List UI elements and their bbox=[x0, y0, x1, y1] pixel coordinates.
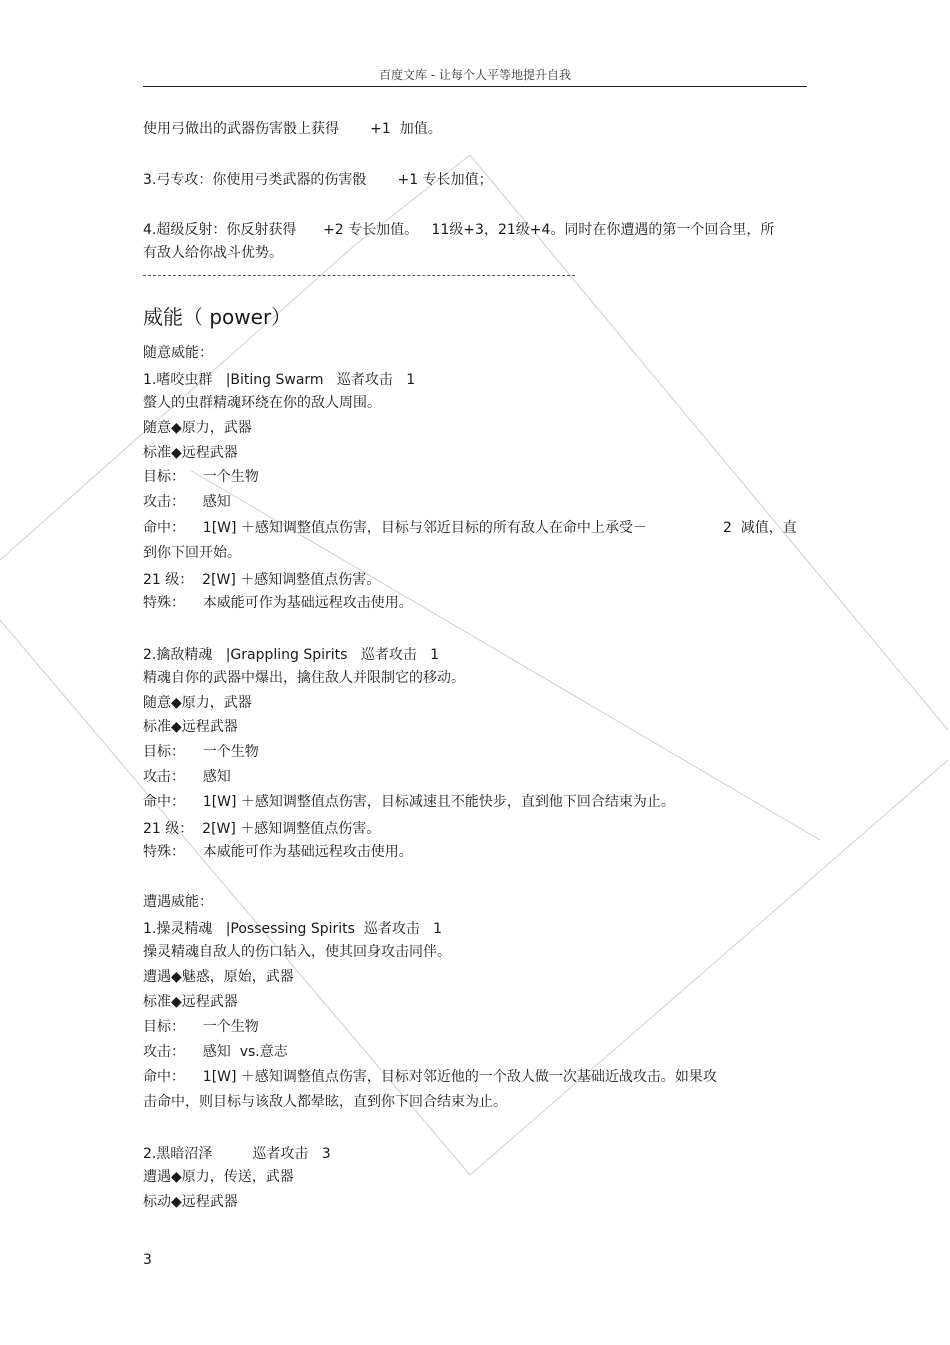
text-line: 随意◆原力，武器 bbox=[143, 695, 252, 711]
text-line: 随意威能： bbox=[143, 345, 213, 361]
text-line: 操灵精魂自敌人的伤口钻入，使其回身攻击同伴。 bbox=[143, 944, 451, 960]
text-line: 4.超级反射：你反射获得 +2 专长加值。 11级+3，21级+4。同时在你遭遇的第一个回合里，所 bbox=[143, 222, 775, 238]
power-heading: 2.擒敌精魂 |Grappling Spirits 巡者攻击 1 bbox=[143, 647, 440, 663]
text-line: 到你下回开始。 bbox=[143, 545, 241, 561]
text-line: 特殊： 本威能可作为基础远程攻击使用。 bbox=[143, 595, 413, 611]
text-line: 随意◆原力，武器 bbox=[143, 420, 252, 436]
text-line: 命中： 1[W] ＋感知调整值点伤害，目标对邻近他的一个敌人做一次基础近战攻击。如果攻 bbox=[143, 1069, 717, 1085]
text-line: 特殊： 本威能可作为基础远程攻击使用。 bbox=[143, 844, 413, 860]
dashed-divider bbox=[143, 275, 575, 276]
text-line: 2 减值，直 bbox=[723, 520, 797, 536]
text-line: 3.弓专攻：你使用弓类武器的伤害骰 +1 专长加值； bbox=[143, 172, 493, 188]
text-line: 有敌人给你战斗优势。 bbox=[143, 245, 283, 261]
text-line: 目标： 一个生物 bbox=[143, 744, 259, 760]
power-heading: 2.黑暗沼泽 巡者攻击 3 bbox=[143, 1146, 331, 1162]
text-line: 标准◆远程武器 bbox=[143, 719, 238, 735]
text-line: 使用弓做出的武器伤害骰上获得 +1 加值。 bbox=[143, 121, 442, 137]
text-line: 攻击： 感知 bbox=[143, 494, 231, 510]
text-line: 标准◆远程武器 bbox=[143, 445, 238, 461]
text-line: 攻击： 感知 bbox=[143, 769, 231, 785]
text-line: 精魂自你的武器中爆出，擒住敌人并限制它的移动。 bbox=[143, 670, 465, 686]
text-line: 遭遇◆魅惑，原始，武器 bbox=[143, 969, 294, 985]
text-line: 标动◆远程武器 bbox=[143, 1194, 238, 1210]
text-line: 目标： 一个生物 bbox=[143, 469, 259, 485]
text-line: 遭遇◆原力，传送，武器 bbox=[143, 1169, 294, 1185]
power-heading: 1.操灵精魂 |Possessing Spirits 巡者攻击 1 bbox=[143, 921, 443, 937]
text-line: 21 级： 2[W] ＋感知调整值点伤害。 bbox=[143, 821, 381, 837]
page-number: 3 bbox=[143, 1252, 152, 1268]
text-line: 遭遇威能： bbox=[143, 894, 213, 910]
section-title: 威能（ power） bbox=[143, 305, 292, 329]
page-header: 百度文库 - 让每个人平等地提升自我 bbox=[379, 68, 571, 82]
text-line: 命中： 1[W] ＋感知调整值点伤害，目标减速且不能快步，直到他下回合结束为止。 bbox=[143, 794, 675, 810]
text-line: 螫人的虫群精魂环绕在你的敌人周围。 bbox=[143, 395, 381, 411]
power-heading: 1.嗜咬虫群 |Biting Swarm 巡者攻击 1 bbox=[143, 372, 416, 388]
text-line: 21 级： 2[W] ＋感知调整值点伤害。 bbox=[143, 572, 381, 588]
text-line: 击命中，则目标与该敌人都晕眩，直到你下回合结束为止。 bbox=[143, 1094, 507, 1110]
text-line: 攻击： 感知 vs.意志 bbox=[143, 1044, 288, 1060]
text-line: 标准◆远程武器 bbox=[143, 994, 238, 1010]
header-rule bbox=[143, 86, 807, 87]
text-line: 目标： 一个生物 bbox=[143, 1019, 259, 1035]
text-line: 命中： 1[W] ＋感知调整值点伤害，目标与邻近目标的所有敌人在命中上承受－ bbox=[143, 520, 647, 536]
